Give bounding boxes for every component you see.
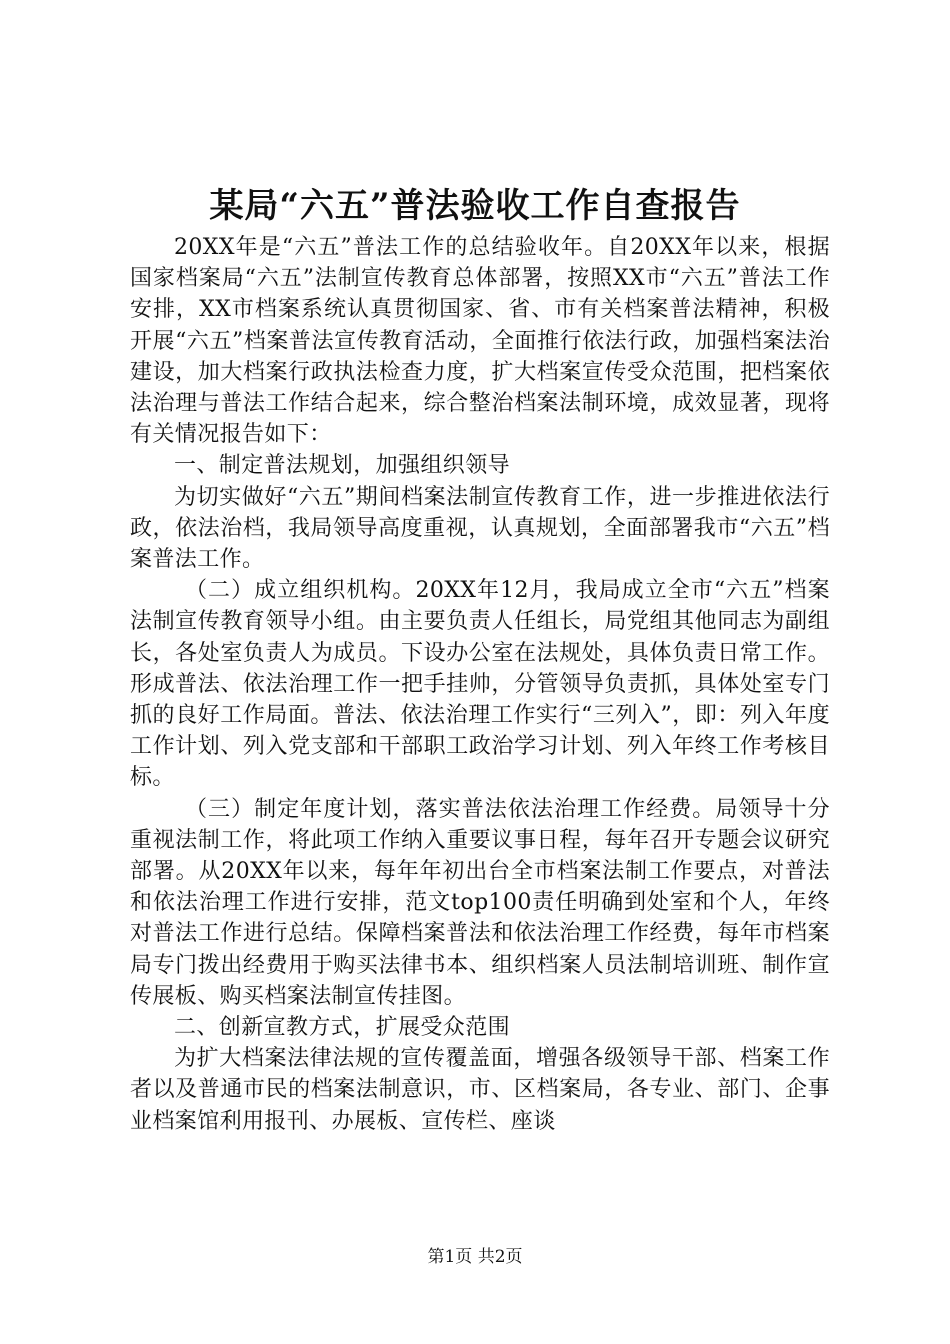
page-footer: 第1页 共2页 — [427, 1247, 523, 1267]
body-paragraph: （三）制定年度计划，落实普法依法治理工作经费。局领导十分重视法制工作，将此项工作纳入重要议事日程，每年召开专题会议研究部署。从20XX年以来，每年年初出台全市档案法制工作要点，对普法和依法治理工作进行安排，范文top100责任明确到处室和个人，年终对普法工作进行总结。保障档案普法和依法治理工作经费，每年市档案局专门拨出经费用于购买法律书本、组织档案人员法制培训班、制作宣传展板、购买档案法制宣传挂图。 — [130, 796, 830, 1009]
section-heading-2: 二、创新宣教方式，扩展受众范围 — [174, 1015, 511, 1041]
body-paragraph: （二）成立组织机构。20XX年12月，我局成立全市“六五”档案法制宣传教育领导小组。由主要负责人任组长，局党组其他同志为副组长，各处室负责人为成员。下设办公室在法规处，具体负责日常工作。形成普法、依法治理工作一把手挂帅，分管领导负责抓，具体处室专门抓的良好工作局面。普法、依法治理工作实行“三列入”，即：列入年度工作计划、列入党支部和干部职工政治学习计划、列入年终工作考核目标。 — [130, 578, 830, 791]
body-paragraph: 为扩大档案法律法规的宣传覆盖面，增强各级领导干部、档案工作者以及普通市民的档案法制意识，市、区档案局，各专业、部门、企事业档案馆利用报刊、办展板、宣传栏、座谈 — [130, 1046, 830, 1134]
intro-paragraph: 20XX年是“六五”普法工作的总结验收年。自20XX年以来，根据国家档案局“六五”法制宣传教育总体部署，按照XX市“六五”普法工作安排，XX市档案系统认真贯彻国家、省、市有关档案普法精神，积极开展“六五”档案普法宣传教育活动，全面推行依法行政，加强档案法治建设，加大档案行政执法检查力度，扩大档案宣传受众范围，把档案依法治理与普法工作结合起来，综合整治档案法制环境，成效显著，现将有关情况报告如下： — [130, 235, 830, 448]
body-paragraph: 为切实做好“六五”期间档案法制宣传教育工作，进一步推进依法行政，依法治档，我局领导高度重视，认真规划，全面部署我市“六五”档案普法工作。 — [130, 484, 830, 573]
document-body — [130, 232, 830, 1137]
section-heading-1: 一、制定普法规划，加强组织领导 — [174, 453, 511, 479]
document-title: 某局“六五”普法验收工作自查报告 — [209, 186, 741, 226]
